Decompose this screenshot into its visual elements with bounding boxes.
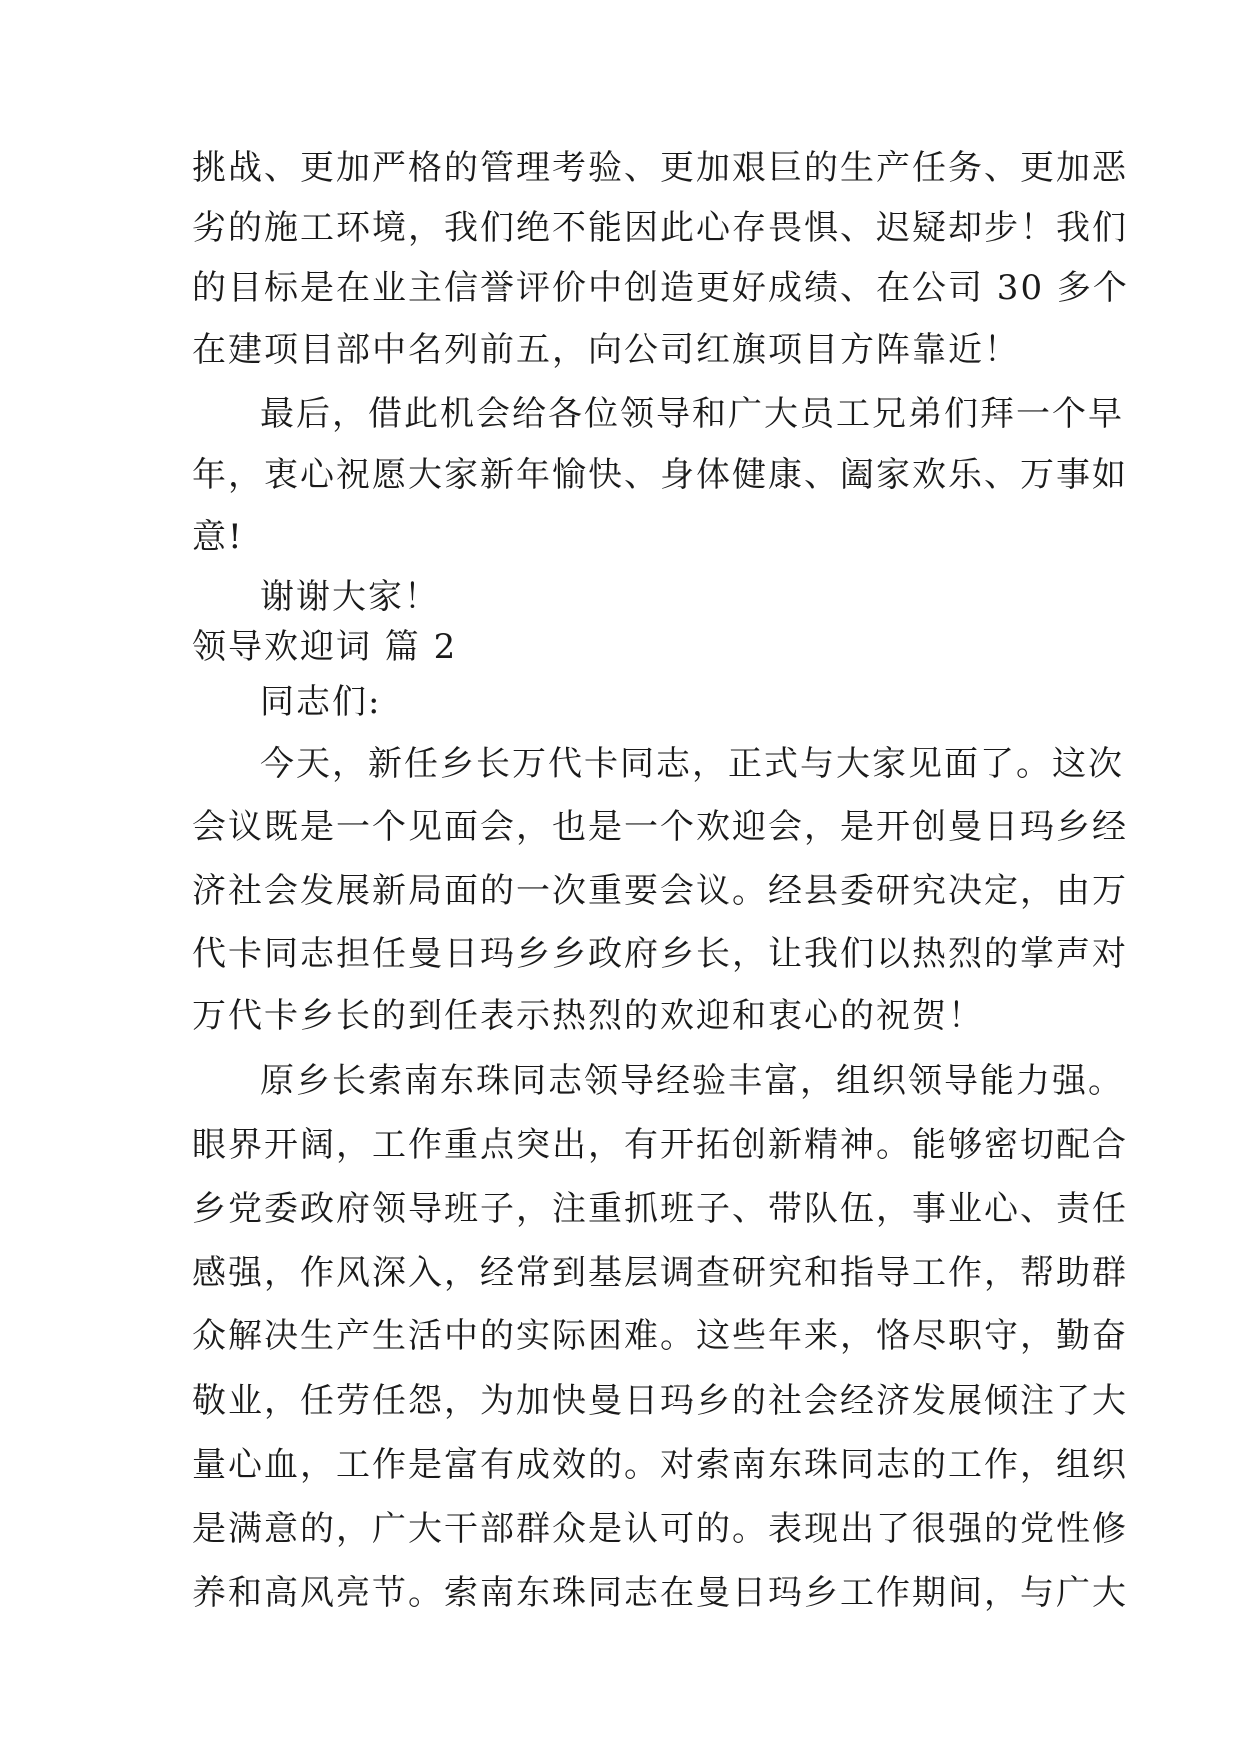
text-line: 济社会发展新局面的一次重要会议。经县委研究决定，由万 <box>192 871 1128 911</box>
text-line: 感强，作风深入，经常到基层调查研究和指导工作，帮助群 <box>192 1253 1128 1293</box>
text-line: 在建项目部中名列前五，向公司红旗项目方阵靠近！ <box>192 330 1020 370</box>
text-line: 会议既是一个见面会，也是一个欢迎会，是开创曼日玛乡经 <box>192 807 1128 847</box>
text-line: 最后，借此机会给各位领导和广大员工兄弟们拜一个早 <box>260 394 1124 434</box>
text-line: 劣的施工环境，我们绝不能因此心存畏惧、迟疑却步！我们 <box>192 208 1128 248</box>
text-line: 养和高风亮节。索南东珠同志在曼日玛乡工作期间，与广大 <box>192 1573 1128 1613</box>
text-line: 敬业，任劳任怨，为加快曼日玛乡的社会经济发展倾注了大 <box>192 1381 1128 1421</box>
text-line: 今天，新任乡长万代卡同志，正式与大家见面了。这次 <box>260 744 1124 784</box>
text-line: 代卡同志担任曼日玛乡乡政府乡长，让我们以热烈的掌声对 <box>192 934 1128 974</box>
text-line: 同志们: <box>260 682 382 722</box>
text-line: 万代卡乡长的到任表示热烈的欢迎和衷心的祝贺！ <box>192 996 984 1036</box>
text-line: 原乡长索南东珠同志领导经验丰富，组织领导能力强。 <box>260 1061 1124 1101</box>
text-line: 眼界开阔，工作重点突出，有开拓创新精神。能够密切配合 <box>192 1125 1128 1165</box>
text-line: 年，衷心祝愿大家新年愉快、身体健康、阖家欢乐、万事如 <box>192 455 1128 495</box>
text-line: 的目标是在业主信誉评价中创造更好成绩、在公司 30 多个 <box>192 268 1129 308</box>
text-line: 意! <box>192 517 244 557</box>
text-line: 乡党委政府领导班子，注重抓班子、带队伍，事业心、责任 <box>192 1189 1128 1229</box>
text-line: 众解决生产生活中的实际困难。这些年来，恪尽职守，勤奋 <box>192 1316 1128 1356</box>
section-heading: 领导欢迎词 篇 2 <box>192 627 458 667</box>
text-line: 谢谢大家！ <box>260 577 440 617</box>
text-line: 是满意的，广大干部群众是认可的。表现出了很强的党性修 <box>192 1509 1128 1549</box>
text-line: 量心血，工作是富有成效的。对索南东珠同志的工作，组织 <box>192 1445 1128 1485</box>
text-line: 挑战、更加严格的管理考验、更加艰巨的生产任务、更加恶 <box>192 148 1128 188</box>
